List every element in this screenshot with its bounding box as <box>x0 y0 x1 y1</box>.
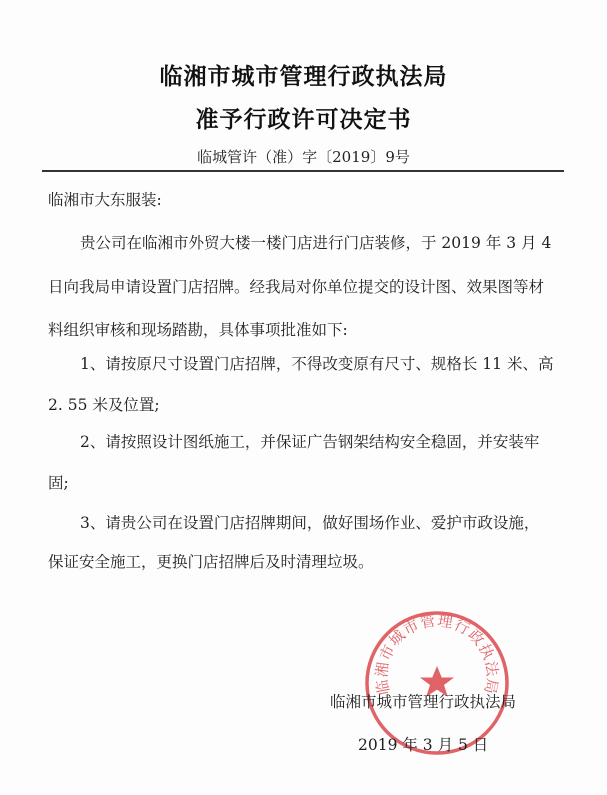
addressee: 临湘市大东服装: <box>48 191 162 209</box>
document-title: 准予行政许可决定书 <box>195 106 412 133</box>
item-1-line-1: 1、请按原尺寸设置门店招牌，不得改变原有尺寸、规格长 11 米、高 <box>80 355 554 373</box>
item-1-line-2: 2. 55 米及位置; <box>48 396 160 414</box>
paragraph-1-line-2: 日向我局申请设置门店招牌。经我局对你单位提交的设计图、效果图等材 <box>48 278 545 296</box>
header-divider <box>42 170 564 172</box>
item-2-line-1: 2、请按照设计图纸施工，并保证广告钢架结构安全稳固，并安装牢 <box>80 433 540 451</box>
paragraph-1-line-1: 贵公司在临湘市外贸大楼一楼门店进行门店装修，于 2019 年 3 月 4 <box>80 234 552 252</box>
item-2-line-2: 固; <box>48 474 69 492</box>
seal-text: 临湘市城市管理行政执法局 <box>372 611 502 697</box>
item-3-line-1: 3、请贵公司在设置门店招牌期间，做好围场作业、爱护市政设施， <box>80 514 540 532</box>
paragraph-1-line-3: 料组织审核和现场踏勘，具体事项批准如下: <box>48 321 348 339</box>
document-number: 临城管许（准）字〔2019〕9号 <box>197 148 410 166</box>
signature-agency: 临湘市城市管理行政执法局 <box>330 693 517 711</box>
item-3-line-2: 保证安全施工，更换门店招牌后及时清理垃圾。 <box>48 553 374 571</box>
agency-title: 临湘市城市管理行政执法局 <box>159 63 448 90</box>
signature-date: 2019 年 3 月 5 日 <box>358 736 489 754</box>
